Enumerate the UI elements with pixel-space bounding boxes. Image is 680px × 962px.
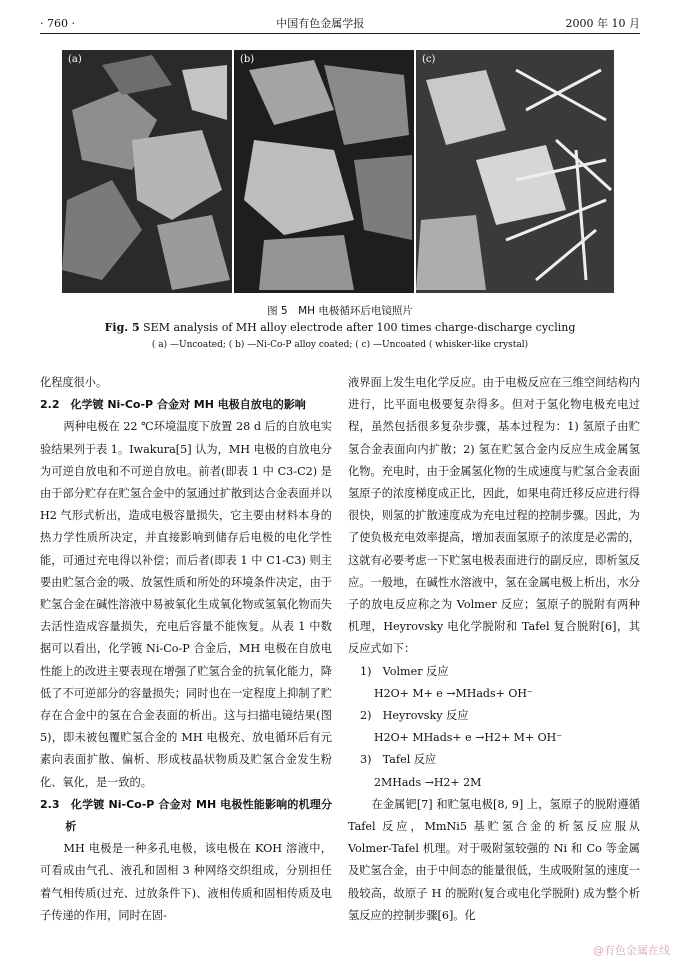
equation: H2O+ M+ e →MHads+ OH⁻	[374, 686, 533, 700]
header-rule	[40, 33, 640, 34]
list-item: 1) Volmer 反应	[360, 664, 449, 678]
figure-caption-subpanels: ( a) —Uncoated; ( b) —Ni-Co-P alloy coated; ( c) —Uncoated ( whisker-like crystal)	[151, 340, 529, 350]
sem-image-a	[62, 50, 232, 293]
equation: 2MHads →H2+ 2M	[374, 775, 482, 789]
panel-label-c: (c)	[422, 54, 436, 65]
left-column	[40, 372, 332, 927]
running-header	[40, 14, 640, 32]
paragraph: MH 电极是一种多孔电极，该电极在 KOH 溶液中，可看成由气孔、液孔和固相 3 种网络交织组成，分别担任着气相传质(过充、过放条件下)、液相传质和固相传质及电子传递的作用，同时在固-	[40, 842, 332, 922]
panel-label-a: (a)	[68, 54, 82, 65]
right-column	[348, 372, 640, 927]
list-item: 3) Tafel 反应	[360, 753, 437, 767]
figure-caption-en-label: Fig. 5	[104, 321, 140, 334]
paragraph: 液界面上发生电化学反应。由于电极反应在三维空间结构内进行，比平面电极要复杂得多。但对于氢化物电极充电过程，虽然包括很多复杂步骤，基本过程为：1) 氢原子由贮氢合金表面向内扩散；2) 氢在贮氢合金内反应生成金属氢化物。充电时，由于金属氢化物的生成速度与贮氢合金表面氢原子的浓度梯度成正比，因此，如果电荷迁移反应进行得很快，则氢的扩散速度成为充电过程的控制步骤。因此，为了使负极充电效率提高，增加表面氢原子的浓度是必需的，这就有必要考虑一下贮氢电极表面进行的副反应，即析氢反应。一般地，在碱性水溶液中，氢在金属电极上析出，水分子的放电反应称之为 Volmer 反应；氢原子的脱附有两种机理，Heyrovsky 电化学脱附和 Tafel 复合脱附[6]，其反应式如下：	[348, 376, 640, 656]
paragraph: 两种电极在 22 ℃环境温度下放置 28 d 后的自放电实验结果列于表 1。Iwakura[5] 认为，MH 电极的自放电分为可逆自放电和不可逆自放电。前者(即表 1 中 C3-C2) 是由于部分贮存在贮氢合金中的氢通过扩散到达合金表面并以 H2 气形式析出，造成电极容量损失，它主要由材料本身的热力学性质所决定，并直接影响到储存后电极的电化学性能，可通过充电得以补偿；而后者(即表 1 中 C1-C3) 则主要由贮氢合金的吸、放氢性质和所处的环境条件决定，由于贮氢合金在碱性溶液中易被氧化生成氧化物或氢氧化物而失去活性造成容量损失，充电后容量不能恢复。从表 1 中数据可以看出，化学镀 Ni-Co-P 合金后，MH 电极在自放电性能上的改进主要表现在增强了贮氢合金的抗氧化能力，降低了不可逆部分的容量损失；同时也在一定程度上抑制了贮存在合金中的氢在合金表面的析出。这与扫描电镜结果(图 5)，即未被包覆贮氢合金的 MH 电极充、放电循环后有元素向表面扩散、偏析、形成枝晶状物质及贮氢合金发生粉化、氧化，是一致的。	[40, 420, 332, 789]
section-heading: 2.2 化学镀 Ni-Co-P 合金对 MH 电极自放电的影响	[40, 398, 306, 412]
sem-figure	[62, 50, 614, 293]
paragraph: 在金属钯[7] 和贮氢电极[8, 9] 上，氢原子的脱附遵循 Tafel 反应，MmNi5 基贮氢合金的析氢反应服从 Volmer-Tafel 机理。对于吸附氢较强的 Ni 和 Co 等金属及贮氢合金，由于中间态的能量很低，生成吸附氢的速度一般较高，故原子 H 的脱附(复合或电化学脱附) 成为整个析氢反应的控制步骤[6]。化	[348, 797, 640, 922]
sem-image-c	[416, 50, 614, 293]
sem-panel-a	[62, 50, 232, 293]
panel-label-b: (b)	[240, 54, 255, 65]
equation: H2O+ MHads+ e →H2+ M+ OH⁻	[374, 731, 563, 745]
issue-date: 2000 年 10 月	[565, 17, 640, 30]
figure-caption-en-text: SEM analysis of MH alloy electrode after 100 times charge-discharge cycling	[143, 321, 576, 334]
sem-panel-b	[234, 50, 414, 293]
sem-image-b	[234, 50, 414, 293]
figure-caption-cn: 图 5 MH 电极循环后电镜照片	[267, 305, 413, 317]
figure-caption-en	[0, 321, 680, 334]
page-number: · 760 ·	[40, 16, 75, 30]
section-heading: 2.3 化学镀 Ni-Co-P 合金对 MH 电极性能影响的机理分析	[40, 797, 332, 834]
paragraph: 化程度很小。	[40, 376, 108, 389]
watermark: @有色金属在线	[593, 944, 670, 957]
sem-panel-c	[416, 50, 614, 293]
journal-name: 中国有色金属学报	[276, 17, 365, 30]
list-item: 2) Heyrovsky 反应	[360, 709, 469, 723]
